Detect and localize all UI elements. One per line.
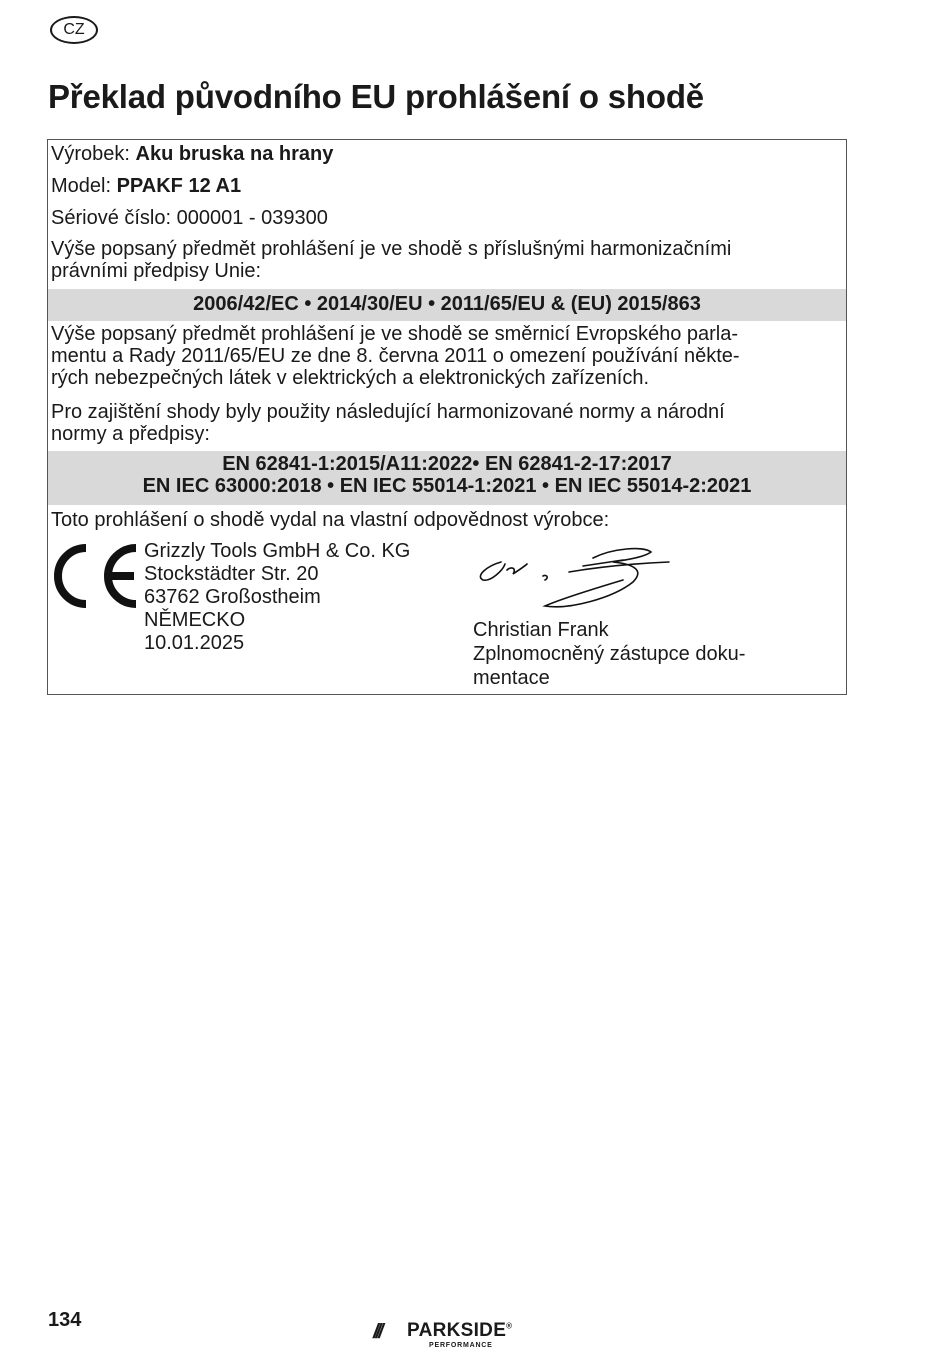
declaration-date: 10.01.2025	[144, 632, 245, 654]
signer-name: Christian Frank	[473, 619, 609, 641]
standards-band	[48, 451, 846, 505]
conformity-line: Výše popsaný předmět prohlášení je ve shodě s příslušnými harmonizačními	[51, 238, 732, 260]
address-line: NĚMECKO	[144, 609, 246, 631]
serial-label: Sériové číslo:	[51, 207, 172, 229]
address-line: 63762 Großostheim	[144, 586, 321, 608]
address-line: Grizzly Tools GmbH & Co. KG	[144, 540, 411, 562]
serial-value: 000001 - 039300	[176, 207, 328, 229]
rohs-text	[51, 323, 840, 389]
product-value: Aku bruska na hrany	[135, 143, 334, 165]
ce-mark-icon	[50, 544, 140, 608]
directives-text: 2006/42/EC • 2014/30/EU • 2011/65/EU & (EU) 2015/863	[193, 293, 701, 315]
page-number: 134	[48, 1309, 82, 1331]
standards-text	[51, 401, 840, 445]
page-title: Překlad původního EU prohlášení o shodě	[48, 78, 704, 115]
language-badge: CZ	[50, 16, 98, 44]
standards-line: Pro zajištění shody byly použity následující harmonizované normy a národní	[51, 401, 725, 423]
conformity-line: právními předpisy Unie:	[51, 260, 262, 282]
product-row	[51, 143, 840, 165]
rohs-line: rých nebezpečných látek v elektrických a elektronických zařízeních.	[51, 367, 650, 389]
brand-name-text: PARKSIDE	[407, 1320, 507, 1341]
signer-role: mentace	[473, 667, 550, 689]
brand-logo	[373, 1318, 533, 1352]
directives-band	[48, 289, 846, 321]
signer-role: Zplnomocněný zástupce doku-	[473, 643, 746, 665]
responsibility-text: Toto prohlášení o shodě vydal na vlastní odpovědnost výrobce:	[51, 509, 610, 531]
standards-list-line: EN IEC 63000:2018 • EN IEC 55014-1:2021 • EN IEC 55014-2:2021	[142, 475, 752, 497]
rohs-line: mentu a Rady 2011/65/EU ze dne 8. června 2011 o omezení používání někte-	[51, 345, 740, 367]
model-label: Model:	[51, 175, 112, 197]
declaration-box	[47, 139, 847, 695]
brand-stripes-icon: ///	[373, 1321, 381, 1343]
standards-line: normy a předpisy:	[51, 423, 210, 445]
model-value: PPAKF 12 A1	[116, 175, 242, 197]
signer-block	[473, 618, 745, 690]
serial-row	[51, 207, 840, 229]
model-row	[51, 175, 840, 197]
standards-list-line: EN 62841-1:2015/A11:2022• EN 62841-2-17:2017	[222, 453, 672, 475]
brand-subtitle: PERFORMANCE	[429, 1342, 493, 1349]
brand-name	[407, 1320, 512, 1342]
brand-registered: ®	[506, 1321, 513, 1331]
signature-image	[473, 540, 683, 614]
rohs-line: Výše popsaný předmět prohlášení je ve shodě se směrnicí Evropského parla-	[51, 323, 739, 345]
manufacturer-address	[144, 540, 410, 655]
product-label: Výrobek:	[51, 143, 130, 165]
conformity-text	[51, 238, 840, 282]
address-line: Stockstädter Str. 20	[144, 563, 319, 585]
